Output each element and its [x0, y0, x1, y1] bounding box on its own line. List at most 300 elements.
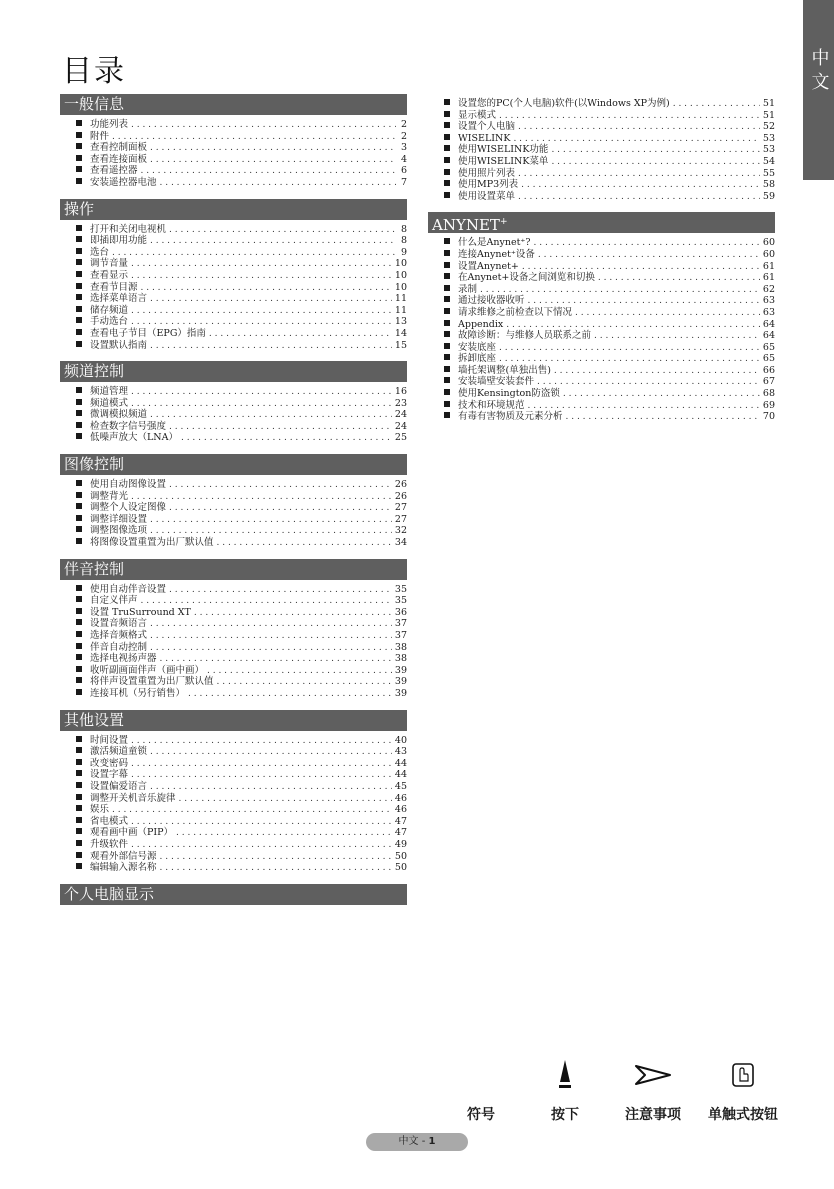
toc-entry[interactable]: [428, 272, 775, 284]
toc-entry-page: 27: [394, 513, 407, 525]
dot-leader: [131, 387, 392, 399]
dot-leader: [169, 422, 392, 434]
toc-section: [428, 94, 775, 206]
toc-entry[interactable]: [60, 479, 407, 491]
toc-entry[interactable]: [60, 653, 407, 665]
toc-entry[interactable]: [60, 177, 407, 189]
toc-entry[interactable]: [60, 270, 407, 282]
toc-entry[interactable]: [60, 502, 407, 514]
toc-entry[interactable]: [60, 235, 407, 247]
toc-entry[interactable]: [60, 839, 407, 851]
toc-entry-page: 11: [394, 293, 407, 305]
toc-section: [60, 199, 407, 356]
square-bullet-icon: [444, 180, 450, 186]
toc-entry-page: 43: [394, 746, 407, 758]
dot-leader: [131, 271, 392, 283]
legend-note-label: 注意事项: [625, 1107, 681, 1123]
toc-entry[interactable]: [60, 398, 407, 410]
dot-leader: [554, 366, 760, 378]
toc-entry[interactable]: [60, 746, 407, 758]
toc-entry-label: 拆卸底座: [458, 353, 497, 365]
dot-leader: [594, 331, 760, 343]
toc-entry-page: 66: [762, 364, 775, 376]
toc-left-column: [60, 94, 407, 911]
dot-leader: [112, 248, 396, 260]
square-bullet-icon: [76, 619, 82, 625]
toc-entry[interactable]: [60, 862, 407, 874]
toc-entry[interactable]: [60, 142, 407, 154]
square-bullet-icon: [444, 366, 450, 372]
toc-entry-label: 调节音量: [90, 258, 129, 270]
dot-leader: [150, 143, 396, 155]
toc-entry-label: 检查数字信号强度: [90, 420, 167, 432]
square-bullet-icon: [76, 329, 82, 335]
toc-entry[interactable]: [60, 340, 407, 352]
toc-entry[interactable]: [428, 261, 775, 273]
dot-leader: [169, 585, 392, 597]
dot-leader: [673, 99, 760, 111]
toc-entry-page: 52: [762, 121, 775, 133]
toc-entry[interactable]: [60, 595, 407, 607]
toc-entry-label: 观看画中画（PIP）: [90, 827, 174, 839]
toc-entry-page: 61: [762, 272, 775, 284]
toc-entry-page: 27: [394, 502, 407, 514]
toc-entry[interactable]: [428, 133, 775, 145]
square-bullet-icon: [444, 273, 450, 279]
toc-entry-label: 激活频道童锁: [90, 746, 148, 758]
toc-entry[interactable]: [428, 110, 775, 122]
square-bullet-icon: [76, 596, 82, 602]
toc-entry-label: 即插即用功能: [90, 235, 148, 247]
square-bullet-icon: [76, 631, 82, 637]
toc-entry-page: 64: [762, 330, 775, 342]
dot-leader: [141, 283, 392, 295]
toc-entry[interactable]: [428, 319, 775, 331]
toc-right-column: [428, 94, 775, 433]
toc-entry-page: 37: [394, 618, 407, 630]
toc-entry-page: 35: [394, 583, 407, 595]
toc-entry-label: 设置偏爱语言: [90, 780, 148, 792]
toc-entry[interactable]: [60, 851, 407, 863]
toc-entry[interactable]: [428, 365, 775, 377]
section-header: [60, 454, 407, 475]
toc-list: [60, 382, 407, 448]
toc-entry[interactable]: [428, 179, 775, 191]
toc-section: [60, 94, 407, 193]
toc-entry-label: 安装墙壁安装套件: [458, 376, 535, 388]
toc-entry-label: 使用MP3列表: [458, 179, 519, 191]
toc-entry[interactable]: [428, 330, 775, 342]
dot-leader: [194, 608, 392, 620]
toc-entry-label: 连接Anynet⁺设备: [458, 248, 535, 260]
toc-entry[interactable]: [428, 295, 775, 307]
toc-entry[interactable]: [428, 156, 775, 168]
toc-entry-label: 使用照片列表: [458, 167, 516, 179]
toc-entry-page: 53: [762, 132, 775, 144]
toc-entry[interactable]: [60, 630, 407, 642]
toc-entry-page: 25: [394, 432, 407, 444]
toc-entry-label: 伴音自动控制: [90, 641, 148, 653]
section-header: [60, 884, 407, 905]
square-bullet-icon: [444, 308, 450, 314]
toc-entry-page: 2: [400, 130, 407, 142]
toc-entry[interactable]: [60, 758, 407, 770]
dot-leader: [209, 329, 392, 341]
toc-entry-page: 47: [394, 827, 407, 839]
square-bullet-icon: [76, 828, 82, 834]
toc-entry[interactable]: [60, 642, 407, 654]
toc-entry-page: 60: [762, 237, 775, 249]
square-bullet-icon: [76, 294, 82, 300]
legend-note: [608, 1058, 698, 1124]
dot-leader: [188, 689, 392, 701]
dot-leader: [150, 631, 392, 643]
square-bullet-icon: [76, 132, 82, 138]
toc-entry-page: 70: [762, 411, 775, 423]
toc-entry-page: 23: [394, 397, 407, 409]
press-arrow-icon: [556, 1058, 574, 1092]
toc-entry-page: 50: [394, 850, 407, 862]
dot-leader: [150, 619, 392, 631]
dot-leader: [181, 433, 392, 445]
toc-entry-label: 打开和关闭电视机: [90, 223, 167, 235]
dot-leader: [141, 166, 396, 178]
toc-entry-label: 在Anynet+设备之间浏览和切换: [458, 272, 595, 284]
toc-entry[interactable]: [60, 432, 407, 444]
toc-entry-label: 故障诊断：与维修人员联系之前: [458, 330, 592, 342]
square-bullet-icon: [76, 817, 82, 823]
toc-entry[interactable]: [60, 119, 407, 131]
toc-entry[interactable]: [60, 491, 407, 503]
toc-entry-page: 61: [762, 260, 775, 272]
toc-entry-label: 将伴声设置重置为出厂默认值: [90, 676, 214, 688]
toc-entry-label: 什么是Anynet⁺?: [458, 237, 531, 249]
toc-entry-page: 68: [762, 388, 775, 400]
toc-entry[interactable]: [60, 525, 407, 537]
toc-entry[interactable]: [428, 191, 775, 203]
toc-entry-page: 13: [394, 316, 407, 328]
square-bullet-icon: [444, 389, 450, 395]
square-bullet-icon: [444, 343, 450, 349]
square-bullet-icon: [76, 120, 82, 126]
toc-entry[interactable]: [60, 165, 407, 177]
toc-entry[interactable]: [428, 400, 775, 412]
legend-press: [520, 1058, 610, 1124]
legend-symbol: [436, 1058, 526, 1124]
toc-entry-label: 通过接收器收听: [458, 295, 525, 307]
toc-entry-label: 将图像设置重置为出厂默认值: [90, 537, 214, 549]
section-title: 一般信息: [64, 95, 125, 113]
toc-entry[interactable]: [428, 353, 775, 365]
toc-entry-label: 附件: [90, 130, 110, 142]
square-bullet-icon: [76, 852, 82, 858]
square-bullet-icon: [76, 480, 82, 486]
footer-page-number: 1: [428, 1136, 436, 1147]
dot-leader: [518, 122, 760, 134]
toc-entry-page: 32: [394, 525, 407, 537]
toc-entry-page: 26: [394, 490, 407, 502]
toc-entry-page: 24: [394, 420, 407, 432]
square-bullet-icon: [444, 377, 450, 383]
dot-leader: [150, 643, 392, 655]
dot-leader: [563, 389, 760, 401]
toc-entry[interactable]: [60, 316, 407, 328]
toc-entry-label: 使用自动图像设置: [90, 479, 167, 491]
square-bullet-icon: [444, 192, 450, 198]
dot-leader: [160, 178, 396, 190]
dot-leader: [179, 794, 392, 806]
dot-leader: [112, 805, 392, 817]
toc-entry-label: 省电模式: [90, 815, 129, 827]
square-bullet-icon: [444, 99, 450, 105]
toc-entry[interactable]: [60, 618, 407, 630]
toc-entry-page: 44: [394, 757, 407, 769]
toc-section: [428, 212, 775, 427]
dot-leader: [169, 225, 396, 237]
toc-entry[interactable]: [60, 258, 407, 270]
legend-press-label: 按下: [551, 1107, 579, 1123]
toc-entry-page: 11: [394, 304, 407, 316]
toc-entry[interactable]: [60, 293, 407, 305]
toc-entry[interactable]: [60, 827, 407, 839]
square-bullet-icon: [444, 111, 450, 117]
square-bullet-icon: [76, 492, 82, 498]
toc-entry[interactable]: [428, 388, 775, 400]
toc-entry[interactable]: [428, 342, 775, 354]
square-bullet-icon: [444, 134, 450, 140]
square-bullet-icon: [444, 296, 450, 302]
toc-entry[interactable]: [428, 168, 775, 180]
toc-entry-label: 连接耳机（另行销售）: [90, 687, 186, 699]
toc-entry-page: 7: [400, 176, 407, 188]
toc-entry[interactable]: [60, 735, 407, 747]
toc-entry-label: 自定义伴声: [90, 595, 138, 607]
toc-entry-page: 39: [394, 664, 407, 676]
toc-entry-label: 墙托架调整(单独出售): [458, 364, 551, 376]
dot-leader: [150, 410, 392, 422]
toc-entry[interactable]: [60, 305, 407, 317]
dot-leader: [150, 236, 396, 248]
dot-leader: [566, 412, 760, 424]
dot-leader: [169, 480, 392, 492]
toc-entry-label: 技术和环境规范: [458, 399, 525, 411]
dot-leader: [499, 111, 760, 123]
toc-entry-label: 设置您的PC(个人电脑)软件(以Windows XP为例): [458, 98, 670, 109]
square-bullet-icon: [76, 236, 82, 242]
toc-entry[interactable]: [60, 328, 407, 340]
toc-entry-page: 38: [394, 653, 407, 665]
toc-entry[interactable]: [60, 676, 407, 688]
toc-entry-page: 67: [762, 376, 775, 388]
dot-leader: [150, 155, 396, 167]
toc-entry-label: 功能列表: [90, 119, 129, 130]
toc-entry-page: 36: [394, 606, 407, 618]
toc-entry[interactable]: [428, 237, 775, 249]
square-bullet-icon: [444, 331, 450, 337]
square-bullet-icon: [76, 654, 82, 660]
toc-entry-page: 16: [394, 386, 407, 398]
square-bullet-icon: [76, 608, 82, 614]
toc-entry[interactable]: [60, 665, 407, 677]
toc-entry-page: 34: [394, 537, 407, 549]
toc-entry-label: 设置 TruSurround XT: [90, 606, 191, 618]
toc-entry[interactable]: [428, 411, 775, 423]
toc-entry-page: 47: [394, 815, 407, 827]
toc-section: [60, 559, 407, 704]
toc-entry-page: 38: [394, 641, 407, 653]
page-number-pill: [366, 1133, 468, 1151]
toc-entry[interactable]: [428, 284, 775, 296]
dot-leader: [150, 294, 392, 306]
toc-entry-label: 使用自动伴音设置: [90, 583, 167, 595]
toc-entry-label: 显示模式: [458, 109, 497, 121]
toc-entry-page: 64: [762, 318, 775, 330]
toc-entry-label: 使用设置菜单: [458, 190, 516, 202]
toc-entry-page: 26: [394, 479, 407, 491]
toc-entry[interactable]: [60, 247, 407, 259]
dot-leader: [518, 169, 760, 181]
toc-entry-label: 调整开关机音乐旋律: [90, 792, 176, 804]
toc-entry-label: 调整详细设置: [90, 513, 148, 525]
toc-entry-label: 查看控制面板: [90, 142, 148, 154]
toc-entry-page: 9: [400, 246, 407, 258]
toc-entry-label: 手动选台: [90, 316, 129, 328]
toc-entry[interactable]: [428, 121, 775, 133]
toc-entry-page: 15: [394, 339, 407, 351]
dot-leader: [207, 666, 392, 678]
square-bullet-icon: [76, 143, 82, 149]
toc-entry-page: 37: [394, 630, 407, 641]
square-bullet-icon: [444, 122, 450, 128]
toc-entry-page: 6: [400, 165, 407, 177]
toc-entry-label: 调整背光: [90, 490, 129, 502]
toc-entry-label: 设置个人电脑: [458, 121, 516, 133]
toc-entry-label: 查看节目源: [90, 281, 138, 293]
toc-entry-page: 51: [762, 98, 775, 109]
toc-entry-label: 选择菜单语言: [90, 293, 148, 305]
toc-entry-page: 45: [394, 780, 407, 792]
toc-entry[interactable]: [60, 409, 407, 421]
square-bullet-icon: [76, 283, 82, 289]
square-bullet-icon: [76, 770, 82, 776]
toc-entry[interactable]: [428, 249, 775, 261]
square-bullet-icon: [76, 317, 82, 323]
toc-entry[interactable]: [60, 769, 407, 781]
toc-entry-page: 49: [394, 838, 407, 850]
section-header: [428, 212, 775, 233]
square-bullet-icon: [76, 178, 82, 184]
square-bullet-icon: [76, 677, 82, 683]
dot-leader: [499, 343, 760, 355]
toc-list: [60, 115, 407, 193]
toc-entry-page: 40: [394, 734, 407, 746]
toc-entry[interactable]: [60, 816, 407, 828]
toc-entry-page: 46: [394, 792, 407, 804]
one-touch-button-icon: [731, 1062, 755, 1088]
toc-entry-page: 10: [394, 281, 407, 293]
section-title: ANYNET: [432, 216, 500, 235]
toc-entry-page: 2: [400, 119, 407, 130]
toc-entry[interactable]: [60, 688, 407, 700]
dot-leader: [521, 180, 760, 192]
square-bullet-icon: [76, 794, 82, 800]
toc-entry-page: 59: [762, 190, 775, 202]
square-bullet-icon: [76, 585, 82, 591]
toc-entry-label: 频道管理: [90, 386, 129, 398]
toc-entry-label: 娱乐: [90, 804, 110, 816]
toc-entry-label: 频道模式: [90, 397, 129, 409]
square-bullet-icon: [76, 759, 82, 765]
square-bullet-icon: [76, 805, 82, 811]
toc-entry[interactable]: [60, 154, 407, 166]
toc-entry[interactable]: [60, 804, 407, 816]
toc-entry[interactable]: [60, 584, 407, 596]
dot-leader: [160, 852, 392, 864]
square-bullet-icon: [444, 320, 450, 326]
toc-entry[interactable]: [428, 307, 775, 319]
square-bullet-icon: [76, 515, 82, 521]
toc-list: [60, 220, 407, 356]
toc-entry[interactable]: [60, 793, 407, 805]
toc-entry-page: 3: [400, 142, 407, 154]
square-bullet-icon: [76, 271, 82, 277]
dot-leader: [150, 747, 392, 759]
toc-entry[interactable]: [60, 781, 407, 793]
toc-entry[interactable]: [60, 131, 407, 143]
toc-entry[interactable]: [428, 98, 775, 110]
square-bullet-icon: [444, 412, 450, 418]
dot-leader: [131, 399, 392, 411]
toc-entry[interactable]: [60, 607, 407, 619]
toc-entry[interactable]: [60, 537, 407, 549]
toc-entry[interactable]: [60, 514, 407, 526]
square-bullet-icon: [76, 782, 82, 788]
language-tab-label: 中文: [808, 48, 830, 96]
toc-entry-label: 设置字幕: [90, 769, 129, 781]
toc-entry-label: 设置音频语言: [90, 618, 148, 630]
square-bullet-icon: [444, 169, 450, 175]
toc-entry-label: 编辑输入源名称: [90, 862, 157, 874]
toc-entry[interactable]: [60, 421, 407, 433]
section-title: 其他设置: [64, 710, 125, 729]
toc-entry-page: 60: [762, 248, 775, 260]
toc-entry-label: 观看外部信号源: [90, 850, 157, 862]
toc-entry-page: 54: [762, 155, 775, 167]
toc-entry-label: 设置Anynet+: [458, 260, 519, 272]
toc-entry[interactable]: [60, 282, 407, 294]
toc-entry-page: 35: [394, 595, 407, 607]
toc-entry[interactable]: [60, 224, 407, 236]
toc-entry[interactable]: [428, 144, 775, 156]
dot-leader: [131, 259, 392, 271]
section-title: 频道控制: [64, 362, 125, 381]
square-bullet-icon: [444, 401, 450, 407]
square-bullet-icon: [76, 666, 82, 672]
toc-entry-label: 收听副画面伴声（画中画）: [90, 664, 205, 676]
toc-entry-page: 69: [762, 399, 775, 411]
square-bullet-icon: [444, 285, 450, 291]
toc-entry[interactable]: [60, 386, 407, 398]
toc-entry[interactable]: [428, 376, 775, 388]
dot-leader: [176, 828, 392, 840]
square-bullet-icon: [76, 259, 82, 265]
toc-entry-label: 有毒有害物质及元素分析: [458, 411, 563, 423]
square-bullet-icon: [444, 354, 450, 360]
toc-list: [60, 580, 407, 704]
dot-leader: [131, 770, 392, 782]
toc-entry-page: 10: [394, 258, 407, 270]
toc-entry-label: 查看连接面板: [90, 153, 148, 165]
